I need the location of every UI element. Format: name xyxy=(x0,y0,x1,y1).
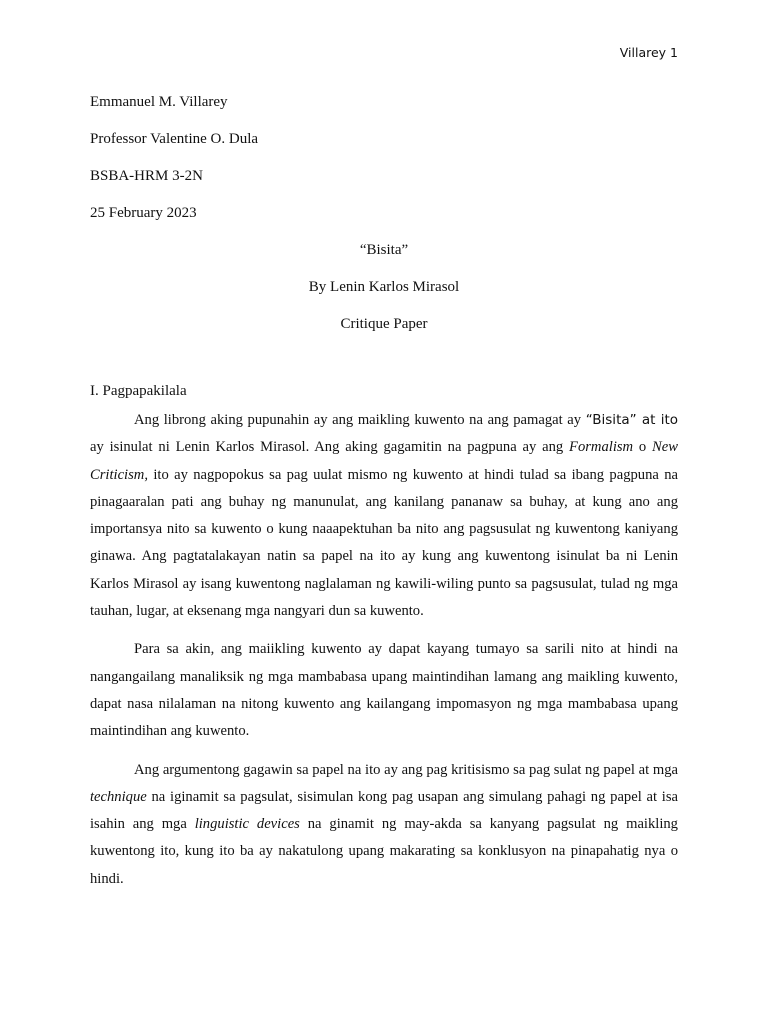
author-name: Emmanuel M. Villarey xyxy=(90,94,228,110)
paragraph-1-text-a: Ang librong aking pupunahin ay ang maikling kuwento na ang pamagat ay xyxy=(134,412,586,428)
paper-type: Critique Paper xyxy=(340,316,428,332)
paragraph-3-text-c: na ginamit ng may-akda sa kanyang pagsulat ng maikling kuwentong ito, kung ito ba ay nakatulong upang makarating sa konklusyon na pinapahatig nya o hindi. xyxy=(90,816,678,887)
paragraph-1-text-d: ito ay nagpopokus sa pag uulat mismo ng kuwento at hindi tulad sa ibang pagpuna na pinagaaralan pati ang buhay ng manunulat, ang kanilang pananaw sa buhay, at kung ano ang importansya nito sa kuwento o kung naaapektuhan ba nito ang pagsusulat ng kuwentong kaniyang ginawa. Ang pagtatalakayan natin sa papel na ito ay kung ang kuwentong isinulat ba ni Lenin Karlos Mirasol ay isang kuwentong naglalaman ng kawili-wiling punto sa pagsusulat, tulad ng mga tauhan, lugar, at eksenang mga nangyari dun sa kuwento. xyxy=(90,466,678,620)
paragraph-3-text-b: na iginamit sa pagsulat, sisimulan kong pag usapan ang simulang pahagi ng papel at isa isahin ang mga xyxy=(90,788,678,833)
paragraph-3-linguistic-devices-term: linguistic devices xyxy=(194,816,300,833)
paragraph-2: Para sa akin, ang maiikling kuwento ay dapat kayang tumayo sa sarili nito at hindi na nangangailang manaliksik ng mga mambabasa upang maintindihan lamang ang maikling kuwento, dapat nasa nilalaman na nitong kuwento ang kailangang impomasyon ng mga mambabasa upang maintindihan ang kuwento. xyxy=(90,641,678,740)
paragraph-3-text-a: Ang argumentong gagawin sa papel na ito ay ang pag kritisismo sa pag sulat ng papel at mga xyxy=(134,761,678,778)
paragraph-1-text-b: ay isinulat ni Lenin Karlos Mirasol. Ang aking gagamitin na pagpuna ay ang xyxy=(90,439,570,456)
paragraph-1-new-criticism-term: New Criticism, xyxy=(90,439,678,483)
paper-body xyxy=(90,379,678,904)
course-section: BSBA-HRM 3-2N xyxy=(90,168,203,184)
story-byline: By Lenin Karlos Mirasol xyxy=(308,279,460,295)
paragraph-1 xyxy=(90,407,678,625)
paragraph-1-text-c: o xyxy=(633,439,653,456)
section-heading: I. Pagpapakilala xyxy=(90,383,187,399)
paper-date: 25 February 2023 xyxy=(90,205,197,221)
paragraph-1-quoted-title: “Bisita” at ito xyxy=(585,412,678,428)
professor-name: Professor Valentine O. Dula xyxy=(90,131,259,147)
title-block xyxy=(90,238,678,349)
paragraph-1-formalism-term: Formalism xyxy=(569,439,634,456)
paragraph-3-technique-term: technique xyxy=(90,788,147,805)
story-title: “Bisita” xyxy=(359,242,409,258)
mla-heading xyxy=(90,90,678,238)
running-header: Villarey 1 xyxy=(619,45,678,60)
paragraph-3 xyxy=(90,757,678,893)
